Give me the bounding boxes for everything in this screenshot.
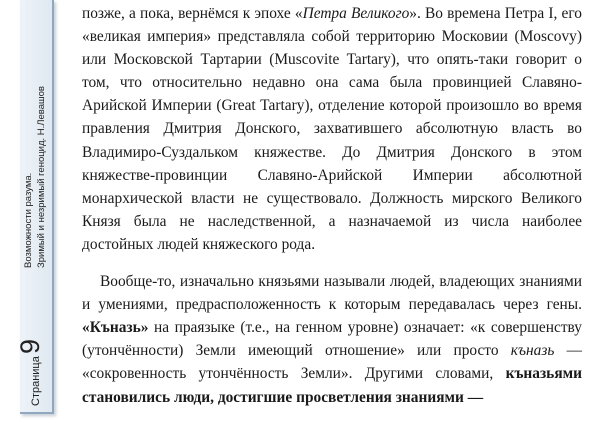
paragraph-2-bold-term: «Къназь» <box>82 319 149 337</box>
paragraph-1-text-a: позже, а пока, вернёмся к эпохе « <box>82 5 303 22</box>
book-title: Возможности разума. <box>23 172 34 268</box>
margin-text-block <box>15 0 52 412</box>
paragraph-2-text-c: — «сокровенность утончённость Земли». Другими словами, <box>82 342 582 383</box>
paragraph-2-italic-term: къназь <box>510 342 555 360</box>
paragraph-1 <box>82 2 582 256</box>
page-label: Страница <box>30 356 42 406</box>
paragraph-2-text-b: на праязыке (т.е., на генном уровне) означает: «к совершенству (утончённости) Земли имеющий отношение» или просто <box>82 319 582 360</box>
page-content <box>82 2 582 423</box>
paragraph-1-italic-peter: Петра Великого <box>302 5 410 22</box>
paragraph-2 <box>82 270 582 409</box>
paragraph-1-text-b: ». Во времена Петра I, его «великая империя» представляла собой территорию Московии (Moscovy) или Московской Тартарии (Muscovite Tartary), что опять-таки говорит о том, что относительно недавно она сама была провинцией Славяно-Арийской Империи (Great Tartary), отделение которой произошло во время правления Дмитрия Донского, захватившего абсолютную власть во Владимиро-Суздальком княжестве. До Дмитрия Донского в этом княжестве-провинции Славяно-Арийской Империи абсолютной монархической власти не существовало. Должность мирского Великого Князя была не наследственной, а назначаемой из числа наиболее достойных людей княжеского рода. <box>82 5 582 253</box>
page-number: 9 <box>15 338 45 354</box>
book-author: Зримый и незримый геноцид. Н.Левашов <box>36 86 47 268</box>
paragraph-2-text-a: Вообще-то, изначально князьями называли людей, владеющих знаниями и умениями, предрасположенность к которым передавалась через гены. <box>82 273 582 314</box>
paragraph-2-bold-sentence: къназьями становились люди, достигшие просветления знаниями — <box>82 365 582 406</box>
page-margin-bar <box>15 0 54 414</box>
